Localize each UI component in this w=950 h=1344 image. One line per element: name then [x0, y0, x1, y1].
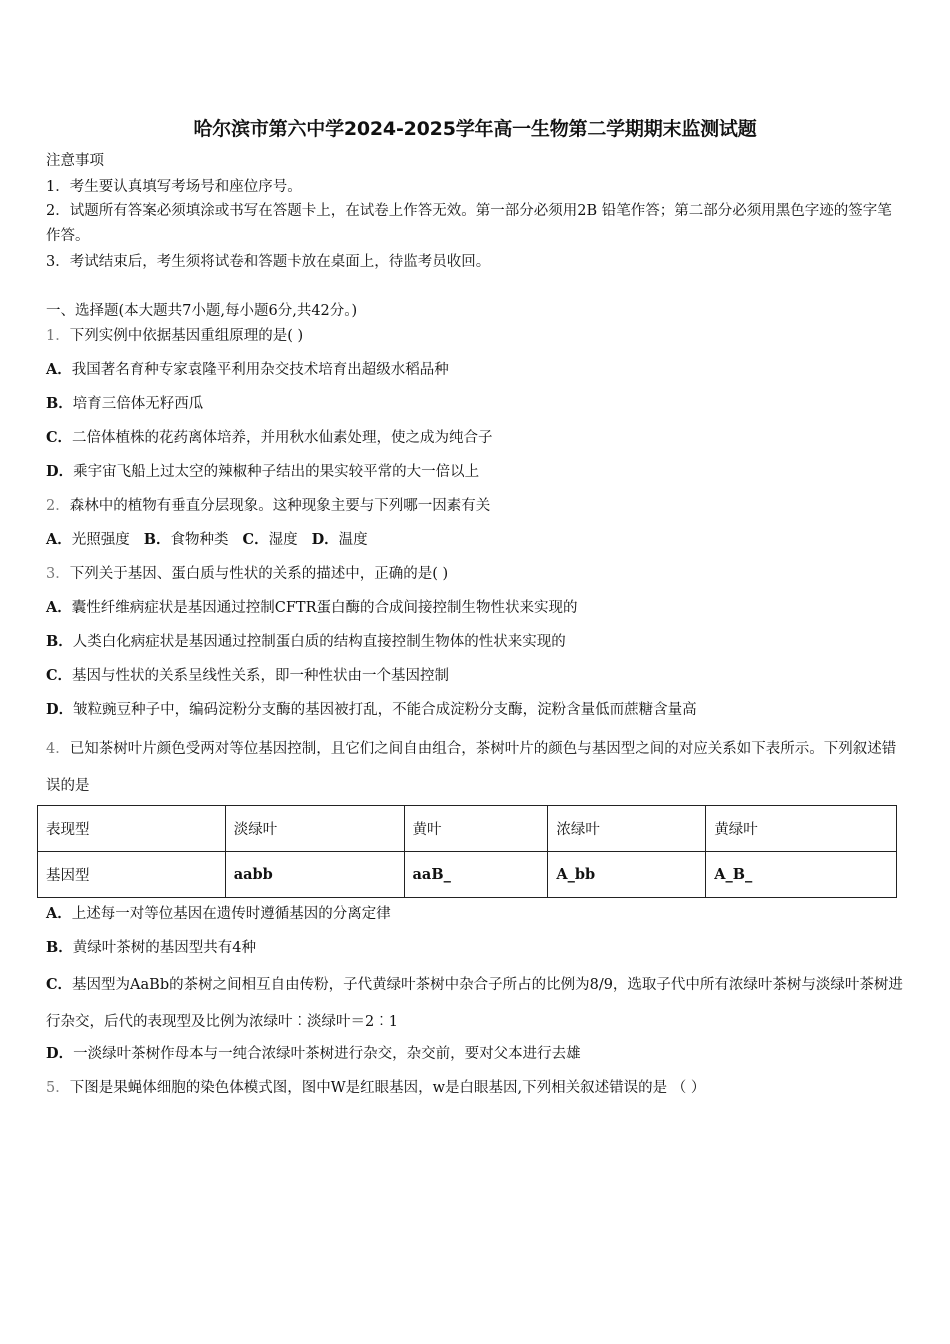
table-row	[38, 806, 897, 852]
notice-heading: 注意事项	[46, 153, 104, 169]
notice-item: 2．试题所有答案必须填涂或书写在答题卡上，在试卷上作答无效。第一部分必须用2B 铅笔作答；第二部分必须用黑色字迹的签字笔作答。	[46, 203, 892, 244]
option-text: 湿度	[268, 532, 298, 548]
table-cell: 黄绿叶	[706, 806, 897, 852]
option-letter: D．	[46, 701, 74, 718]
option-row	[46, 633, 566, 651]
question-stem: 下列关于基因、蛋白质与性状的关系的描述中，正确的是( )	[69, 566, 449, 582]
table-cell: aaB_	[404, 852, 548, 898]
option-letter: A．	[46, 905, 72, 922]
question-number: 3．	[46, 566, 70, 582]
option-row	[46, 361, 449, 379]
question-number: 2．	[46, 498, 70, 514]
option-row	[46, 531, 368, 549]
option-row	[46, 1045, 581, 1063]
question-stem: 下列实例中依据基因重组原理的是( )	[69, 328, 304, 344]
question-3	[46, 565, 448, 583]
option-text: 黄绿叶茶树的基因型共有4种	[72, 940, 256, 956]
option-text: 人类白化病症状是基因通过控制蛋白质的结构直接控制生物体的性状来实现的	[72, 634, 566, 650]
option-letter: A．	[46, 361, 72, 378]
option-letter: A．	[46, 599, 72, 616]
option-text: 二倍体植株的花药离体培养，并用秋水仙素处理，使之成为纯合子	[72, 430, 493, 446]
question-1	[46, 327, 303, 345]
question-number: 1．	[46, 328, 70, 344]
option-letter: B．	[46, 395, 73, 412]
table-cell: 黄叶	[404, 806, 548, 852]
table-row	[38, 852, 897, 898]
option-text: 基因与性状的关系呈线性关系，即一种性状由一个基因控制	[72, 668, 450, 684]
question-stem: 下图是果蝇体细胞的染色体模式图，图中W是红眼基因，w是白眼基因,下列相关叙述错误的是 （ ）	[69, 1080, 706, 1096]
table-cell: 基因型	[38, 852, 226, 898]
option-text: 温度	[338, 532, 368, 548]
table-cell: 表现型	[38, 806, 226, 852]
option-row	[46, 939, 256, 957]
notice-item: 3．考试结束后，考生须将试卷和答题卡放在桌面上，待监考员收回。	[46, 254, 491, 270]
option-letter: C．	[46, 976, 73, 993]
option-row	[46, 667, 449, 685]
option-text: 食物种类	[170, 532, 229, 548]
option-letter: D．	[46, 463, 74, 480]
option-text: 我国著名育种专家袁隆平利用杂交技术培育出超级水稻品种	[71, 362, 449, 378]
table-cell: 淡绿叶	[225, 806, 404, 852]
option-row	[46, 429, 493, 447]
option-text: 乘宇宙飞船上过太空的辣椒种子结出的果实较平常的大一倍以上	[73, 464, 480, 480]
option-letter: A．	[46, 531, 72, 548]
page-title: 哈尔滨市第六中学2024-2025学年高一生物第二学期期末监测试题	[193, 118, 757, 140]
option-row	[46, 463, 479, 481]
table-cell: A_bb	[548, 852, 706, 898]
option-text: 基因型为AaBb的茶树之间相互自由传粉，子代黄绿叶茶树中杂合子所占的比例为8/9，选取子代中所有浓绿叶茶树与淡绿叶茶树进行杂交，后代的表现型及比例为浓绿叶︰淡绿叶＝2︰1	[46, 977, 903, 1030]
table-cell: aabb	[225, 852, 404, 898]
option-text: 培育三倍体无籽西瓜	[72, 396, 204, 412]
question-stem: 已知茶树叶片颜色受两对等位基因控制，且它们之间自由组合，茶树叶片的颜色与基因型之间的对应关系如下表所示。下列叙述错误的是	[46, 741, 897, 794]
option-row	[46, 905, 391, 923]
section-heading: 一、选择题(本大题共7小题,每小题6分,共42分。)	[46, 303, 358, 319]
option-row	[46, 599, 578, 617]
option-text: 光照强度	[71, 532, 130, 548]
option-text: 皱粒豌豆种子中，编码淀粉分支酶的基因被打乱，不能合成淀粉分支酶，淀粉含量低而蔗糖含量高	[73, 702, 697, 718]
question-stem: 森林中的植物有垂直分层现象。这种现象主要与下列哪一因素有关	[69, 498, 491, 514]
question-2	[46, 497, 490, 515]
option-letter: B．	[143, 531, 171, 548]
option-text: 一淡绿叶茶树作母本与一纯合浓绿叶茶树进行杂交，杂交前，要对父本进行去雄	[73, 1046, 581, 1062]
option-row	[46, 701, 697, 719]
option-text: 囊性纤维病症状是基因通过控制CFTR蛋白酶的合成间接控制生物性状来实现的	[71, 600, 578, 616]
option-letter: C．	[242, 531, 269, 548]
option-letter: C．	[46, 429, 73, 446]
option-row	[46, 966, 906, 1041]
option-letter: B．	[46, 633, 73, 650]
option-letter: D．	[311, 531, 339, 548]
question-4	[46, 731, 906, 805]
option-text: 上述每一对等位基因在遗传时遵循基因的分离定律	[71, 906, 391, 922]
question-number: 5．	[46, 1080, 70, 1096]
notice-item: 1．考生要认真填写考场号和座位序号。	[46, 179, 302, 195]
genotype-table	[37, 805, 897, 898]
question-5	[46, 1079, 705, 1097]
option-letter: C．	[46, 667, 73, 684]
table-cell: 浓绿叶	[548, 806, 706, 852]
option-row	[46, 395, 203, 413]
option-letter: B．	[46, 939, 73, 956]
table-cell: A_B_	[706, 852, 897, 898]
question-number: 4．	[46, 741, 70, 757]
option-letter: D．	[46, 1045, 74, 1062]
